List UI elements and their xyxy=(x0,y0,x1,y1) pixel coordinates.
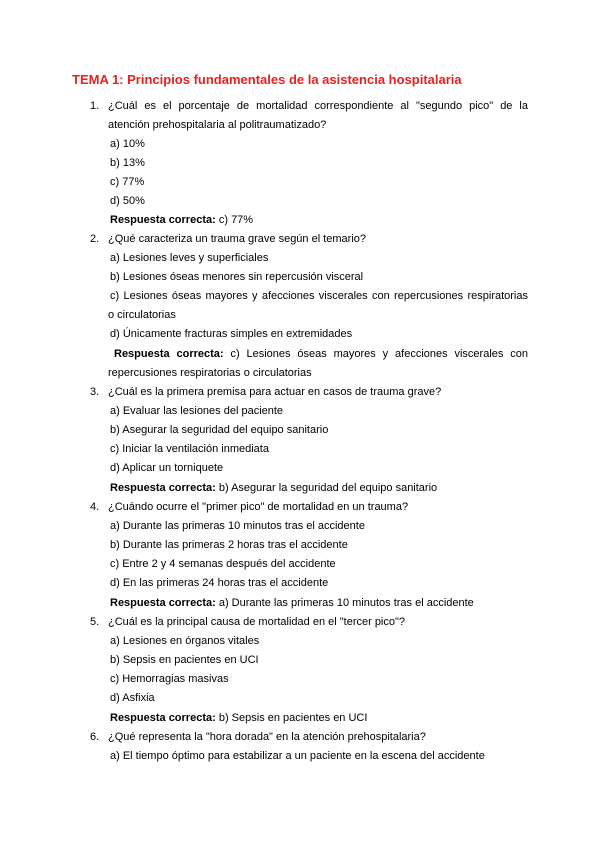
correct-answer-label: Respuesta correcta: xyxy=(114,348,224,360)
answer-option: d) Asfixia xyxy=(110,692,155,704)
answer-option: a) Lesiones leves y superficiales xyxy=(110,252,269,264)
answer-option: c) 77% xyxy=(110,176,145,188)
question-number: 6. xyxy=(90,731,100,743)
question-text: ¿Cuál es la principal causa de mortalidad en el "tercer pico"? xyxy=(108,616,406,628)
answer-option-continued: o circulatorias xyxy=(108,309,176,321)
correct-answer xyxy=(114,348,528,361)
question-text: atención prehospitalaria al politraumatizado? xyxy=(108,119,327,131)
correct-answer-value: a) Durante las primeras 10 minutos tras el accidente xyxy=(218,597,474,609)
answer-option: d) En las primeras 24 horas tras el accidente xyxy=(110,577,329,589)
question-text: ¿Cuál es la primera premisa para actuar en casos de trauma grave? xyxy=(108,386,442,398)
question-number: 2. xyxy=(90,233,100,245)
answer-option: d) Únicamente fracturas simples en extremidades xyxy=(110,328,353,340)
answer-option: b) 13% xyxy=(110,157,145,169)
answer-option: a) Durante las primeras 10 minutos tras el accidente xyxy=(110,520,365,532)
correct-answer-label: Respuesta correcta: xyxy=(110,482,216,494)
question-text: ¿Qué caracteriza un trauma grave según el temario? xyxy=(108,233,367,245)
correct-answer-label: Respuesta correcta: xyxy=(110,712,216,724)
answer-option: c) Iniciar la ventilación inmediata xyxy=(110,443,269,455)
answer-option: c) Lesiones óseas mayores y afecciones viscerales con repercusiones respiratorias xyxy=(110,290,528,302)
correct-answer-label: Respuesta correcta: xyxy=(110,214,216,226)
question-text: ¿Cuándo ocurre el "primer pico" de mortalidad en un trauma? xyxy=(108,501,409,513)
correct-answer xyxy=(110,482,437,495)
correct-answer-label: Respuesta correcta: xyxy=(110,597,216,609)
answer-option: c) Hemorragias masivas xyxy=(110,673,229,685)
answer-option: b) Lesiones óseas menores sin repercusión visceral xyxy=(110,271,364,283)
answer-option: b) Durante las primeras 2 horas tras el accidente xyxy=(110,539,348,551)
question-number: 3. xyxy=(90,386,100,398)
correct-answer-value: c) 77% xyxy=(218,214,254,226)
answer-option: d) Aplicar un torniquete xyxy=(110,462,224,474)
page-title: TEMA 1: Principios fundamentales de la asistencia hospitalaria xyxy=(72,72,462,87)
question-text: ¿Qué representa la "hora dorada" en la atención prehospitalaria? xyxy=(108,731,426,743)
answer-option: b) Sepsis en pacientes en UCI xyxy=(110,654,259,666)
correct-answer xyxy=(110,214,253,227)
question-number: 4. xyxy=(90,501,100,513)
question-number: 5. xyxy=(90,616,100,628)
answer-option: a) Evaluar las lesiones del paciente xyxy=(110,405,284,417)
correct-answer-value: b) Asegurar la seguridad del equipo sanitario xyxy=(218,482,438,494)
answer-option: c) Entre 2 y 4 semanas después del accidente xyxy=(110,558,336,570)
question-text: ¿Cuál es el porcentaje de mortalidad correspondiente al "segundo pico" de la xyxy=(108,100,528,112)
correct-answer-value: b) Sepsis en pacientes en UCI xyxy=(218,712,368,724)
correct-answer xyxy=(110,597,474,610)
correct-answer-value: c) Lesiones óseas mayores y afecciones viscerales con xyxy=(230,348,528,360)
answer-option: b) Asegurar la seguridad del equipo sanitario xyxy=(110,424,329,436)
correct-answer-continued: repercusiones respiratorias o circulatorias xyxy=(108,367,312,379)
answer-option: d) 50% xyxy=(110,195,145,207)
question-number: 1. xyxy=(90,100,100,112)
correct-answer xyxy=(110,712,367,725)
answer-option: a) Lesiones en órganos vitales xyxy=(110,635,260,647)
answer-option: a) El tiempo óptimo para estabilizar a un paciente en la escena del accidente xyxy=(110,750,485,762)
answer-option: a) 10% xyxy=(110,138,145,150)
